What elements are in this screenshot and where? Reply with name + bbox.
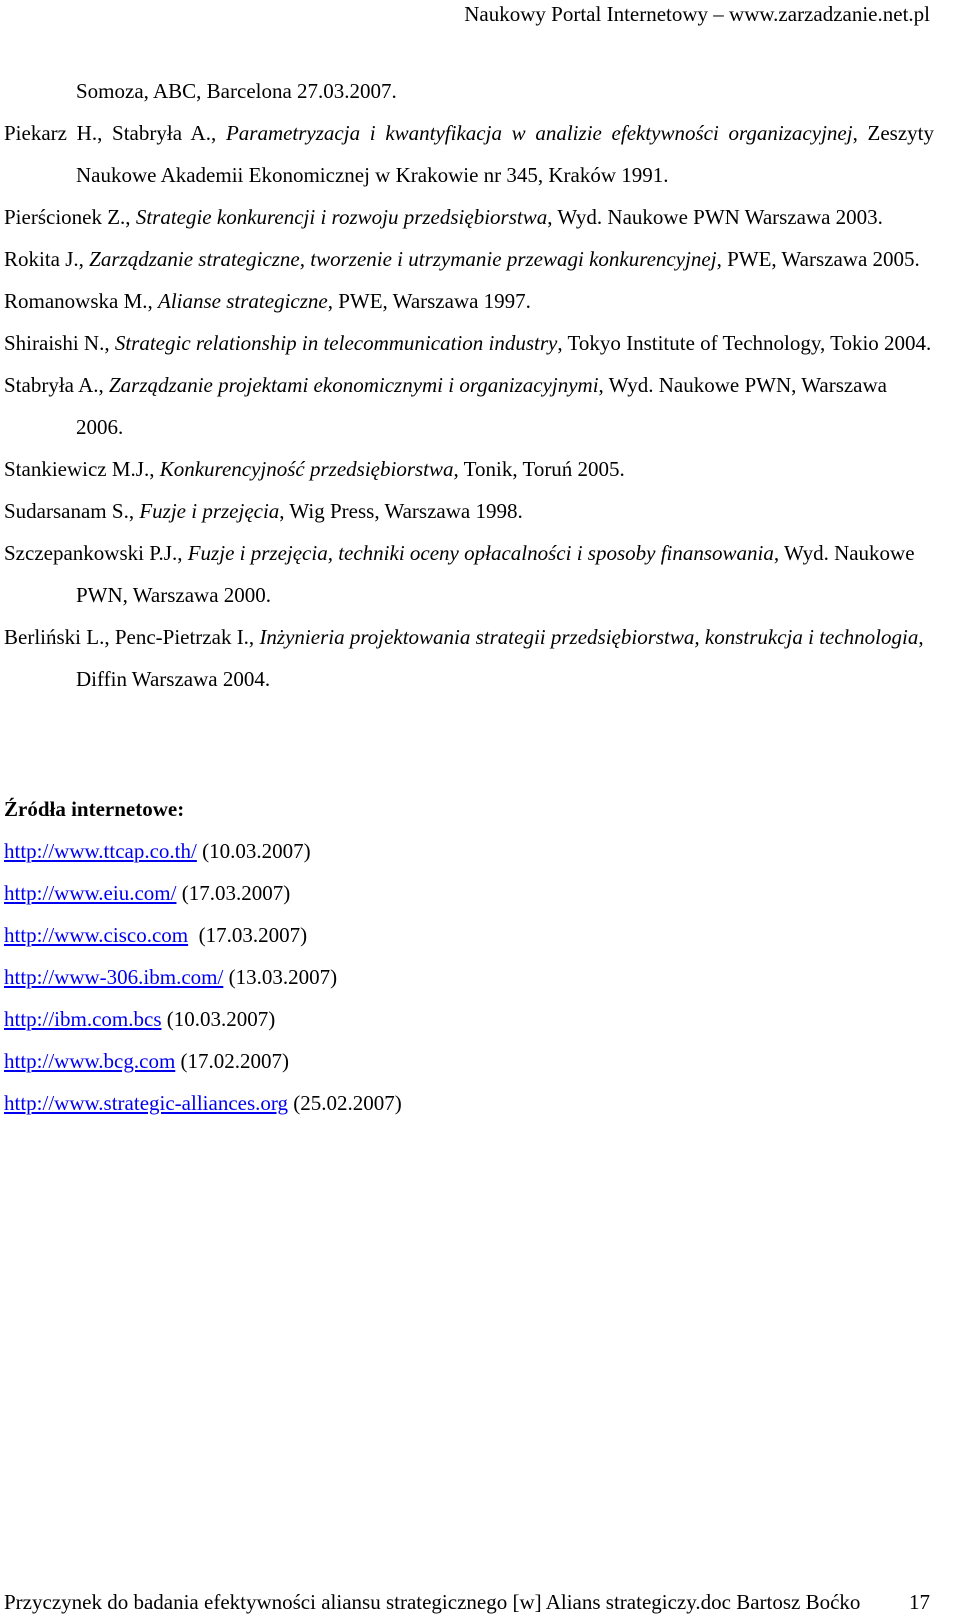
source-link[interactable]: http://www.eiu.com/ [4,881,177,905]
bib-author: Pierścionek Z., [4,205,136,229]
bib-author: Romanowska M., [4,289,158,313]
bib-title: Zarządzanie projektami ekonomicznymi i organizacyjnymi [109,373,599,397]
source-row [4,998,934,1040]
source-access-date: (10.03.2007) [196,839,311,863]
source-access-date: (17.02.2007) [175,1049,290,1073]
page-number: 17 [909,1590,930,1614]
page-header: Naukowy Portal Internetowy – www.zarzadzanie.net.pl [464,2,930,26]
page-footer [4,1590,930,1615]
bib-entry [4,616,934,700]
bib-title: Inżynieria projektowania strategii przedsiębiorstwa, konstrukcja i technologia [259,625,919,649]
bib-title: Strategie konkurencji i rozwoju przedsiębiorstwa [135,205,548,229]
bib-author: Stabryła A., [4,373,109,397]
bib-entry [4,280,934,322]
footer-text: Przyczynek do badania efektywności aliansu strategicznego [w] Alians strategiczy.doc Bartosz Boćko [4,1590,861,1614]
source-access-date: (17.03.2007) [176,881,291,905]
bib-author: Sudarsanam S., [4,499,140,523]
source-access-date: (10.03.2007) [161,1007,276,1031]
bib-title: Zarządzanie strategiczne, tworzenie i utrzymanie przewagi konkurencyjnej [89,247,717,271]
source-link[interactable]: http://www-306.ibm.com/ [4,965,224,989]
bib-entry [4,532,934,616]
bib-entry [4,238,934,280]
bib-entry [4,196,934,238]
source-row [4,830,934,872]
bib-publication: , Wig Press, Warszawa 1998. [279,499,523,523]
bib-author: Piekarz H., Stabryła A., [4,121,226,145]
bib-publication: , Tokyo Institute of Technology, Tokio 2004. [557,331,932,355]
source-access-date: (25.02.2007) [288,1091,402,1115]
bib-author: Szczepankowski P.J., [4,541,188,565]
bib-title: Fuzje i przejęcia [139,499,280,523]
bib-title: Alianse strategiczne [158,289,328,313]
bib-title: Strategic relationship in telecommunication industry [114,331,558,355]
bib-entry [4,112,934,196]
source-link[interactable]: http://www.bcg.com [4,1049,176,1073]
bib-title: Parametryzacja i kwantyfikacja w analizie efektywności organizacyjnej [225,121,853,145]
bib-publication: , Wyd. Naukowe PWN, Warszawa 2000. [76,541,915,607]
bib-author: Rokita J., [4,247,90,271]
bib-title: Fuzje i przejęcia, techniki oceny opłacalności i sposoby finansowania [187,541,774,565]
source-row [4,1040,934,1082]
bib-entry [4,490,934,532]
bib-author: Stankiewicz M.J., [4,457,160,481]
source-link[interactable]: http://www.ttcap.co.th/ [4,839,197,863]
source-row [4,914,934,956]
source-link[interactable]: http://www.cisco.com [4,923,189,947]
source-row [4,1082,934,1124]
source-link[interactable]: http://www.strategic-alliances.org [4,1091,289,1115]
bib-author: Shiraishi N., [4,331,115,355]
internet-sources-list [4,830,934,1124]
bib-publication: , Wyd. Naukowe PWN, Warszawa 2006. [76,373,887,439]
bib-continuation: Somoza, ABC, Barcelona 27.03.2007. [76,79,397,103]
bib-title: Konkurencyjność przedsiębiorstwa [159,457,454,481]
internet-sources-heading: Źródła internetowe: [4,797,185,821]
bib-publication: , Tonik, Toruń 2005. [453,457,625,481]
source-row [4,956,934,998]
source-access-date: (17.03.2007) [188,923,308,947]
bib-publication: , PWE, Warszawa 2005. [716,247,920,271]
source-link[interactable]: http://ibm.com.bcs [4,1007,162,1031]
bib-entry [4,448,934,490]
bib-entry [4,364,934,448]
bib-entry [4,322,934,364]
bib-author: Berliński L., Penc-Pietrzak I., [4,625,260,649]
source-row [4,872,934,914]
bib-publication: , Zeszyty Naukowe Akademii Ekonomicznej w Krakowie nr 345, Kraków 1991. [76,121,935,187]
source-access-date: (13.03.2007) [223,965,338,989]
bib-publication: , PWE, Warszawa 1997. [327,289,531,313]
bib-publication: , Wyd. Naukowe PWN Warszawa 2003. [547,205,883,229]
bib-publication: , Diffin Warszawa 2004. [76,625,924,691]
document-body [4,70,934,1124]
bibliography-list [4,112,934,700]
